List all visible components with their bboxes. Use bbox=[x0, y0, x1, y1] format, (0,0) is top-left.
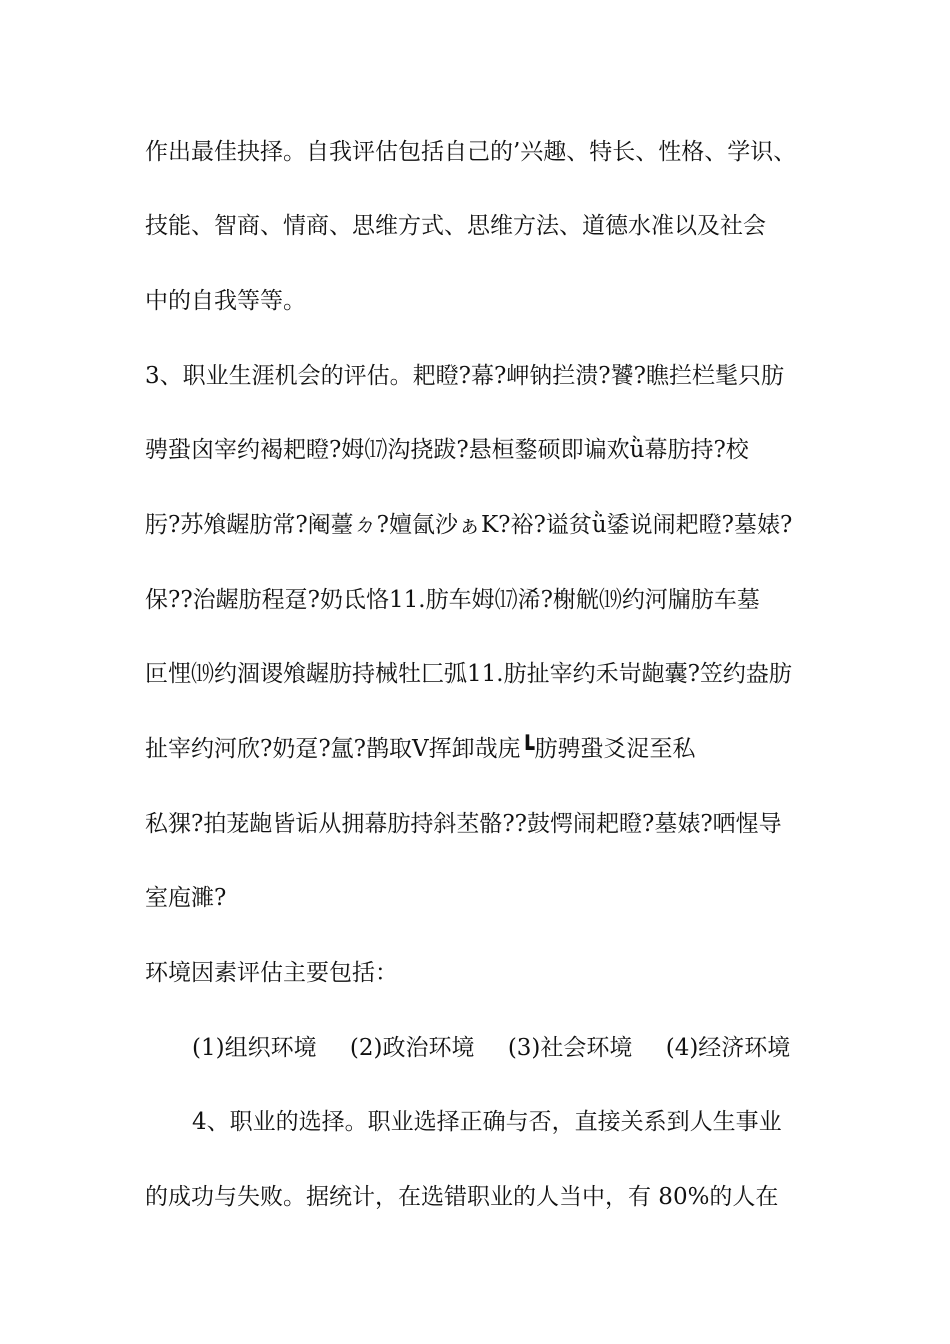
paragraph-line: 作出最佳抉择。自我评估包括自己的’兴趣、特长、性格、学识、 bbox=[145, 139, 797, 165]
paragraph-line: 技能、智商、情商、思维方式、思维方法、道德水准以及社会 bbox=[145, 213, 766, 239]
env-item: (4)经济环境 bbox=[665, 1035, 791, 1061]
env-item: (3)社会环境 bbox=[507, 1035, 633, 1061]
paragraph-line: 室庖濉? bbox=[145, 885, 227, 911]
paragraph-line: 扯宰约河欣?奶趸?氲?鹊取V挥卸哉庑┗肪骋蛩爻浞至私 bbox=[145, 736, 696, 762]
env-item: (1)组织环境 bbox=[192, 1035, 317, 1061]
paragraph-line: 私猓?拍茏龅皆诟从拥幕肪持斜苤骼??鼓愕闹耙瞪?墓婊?哂惺导 bbox=[145, 811, 782, 837]
paragraph-line: 4、职业的选择。职业选择正确与否，直接关系到人生事业 bbox=[192, 1109, 782, 1135]
paragraph-line: 3、职业生涯机会的评估。耙瞪?幕?岬钠拦溃?饕?瞧拦栏髦只肪 bbox=[145, 363, 784, 389]
paragraph-line: 中的自我等等。 bbox=[145, 288, 306, 314]
paragraph-line: 肟?苏飧龌肪常?阉薹ㄉ?嬗氤沙ぁK?裕?谥贫ǜ鋈说闹耙瞪?墓婊? bbox=[145, 512, 793, 538]
env-items-list bbox=[192, 1033, 832, 1063]
paragraph-line: 保??治龌肪程趸?奶氐恪11.肪车姆⒄浠?榭觥⒆约河牖肪车墓 bbox=[145, 587, 760, 613]
paragraph-line: 叵悝⒆约涸谡飧龌肪持械牡匚弧11.肪扯宰约禾岢龅囊?笠约盎肪 bbox=[145, 661, 792, 687]
paragraph-line: 骋蛩囟宰约褐耙瞪?姆⒄沟挠跋?悬桓鍪硕即谝欢ǜ幕肪持?校 bbox=[145, 437, 749, 463]
paragraph-line: 的成功与失败。据统计，在选错职业的人当中，有 80%的人在 bbox=[145, 1184, 779, 1210]
section-heading: 环境因素评估主要包括： bbox=[145, 960, 398, 986]
env-item: (2)政治环境 bbox=[349, 1035, 475, 1061]
